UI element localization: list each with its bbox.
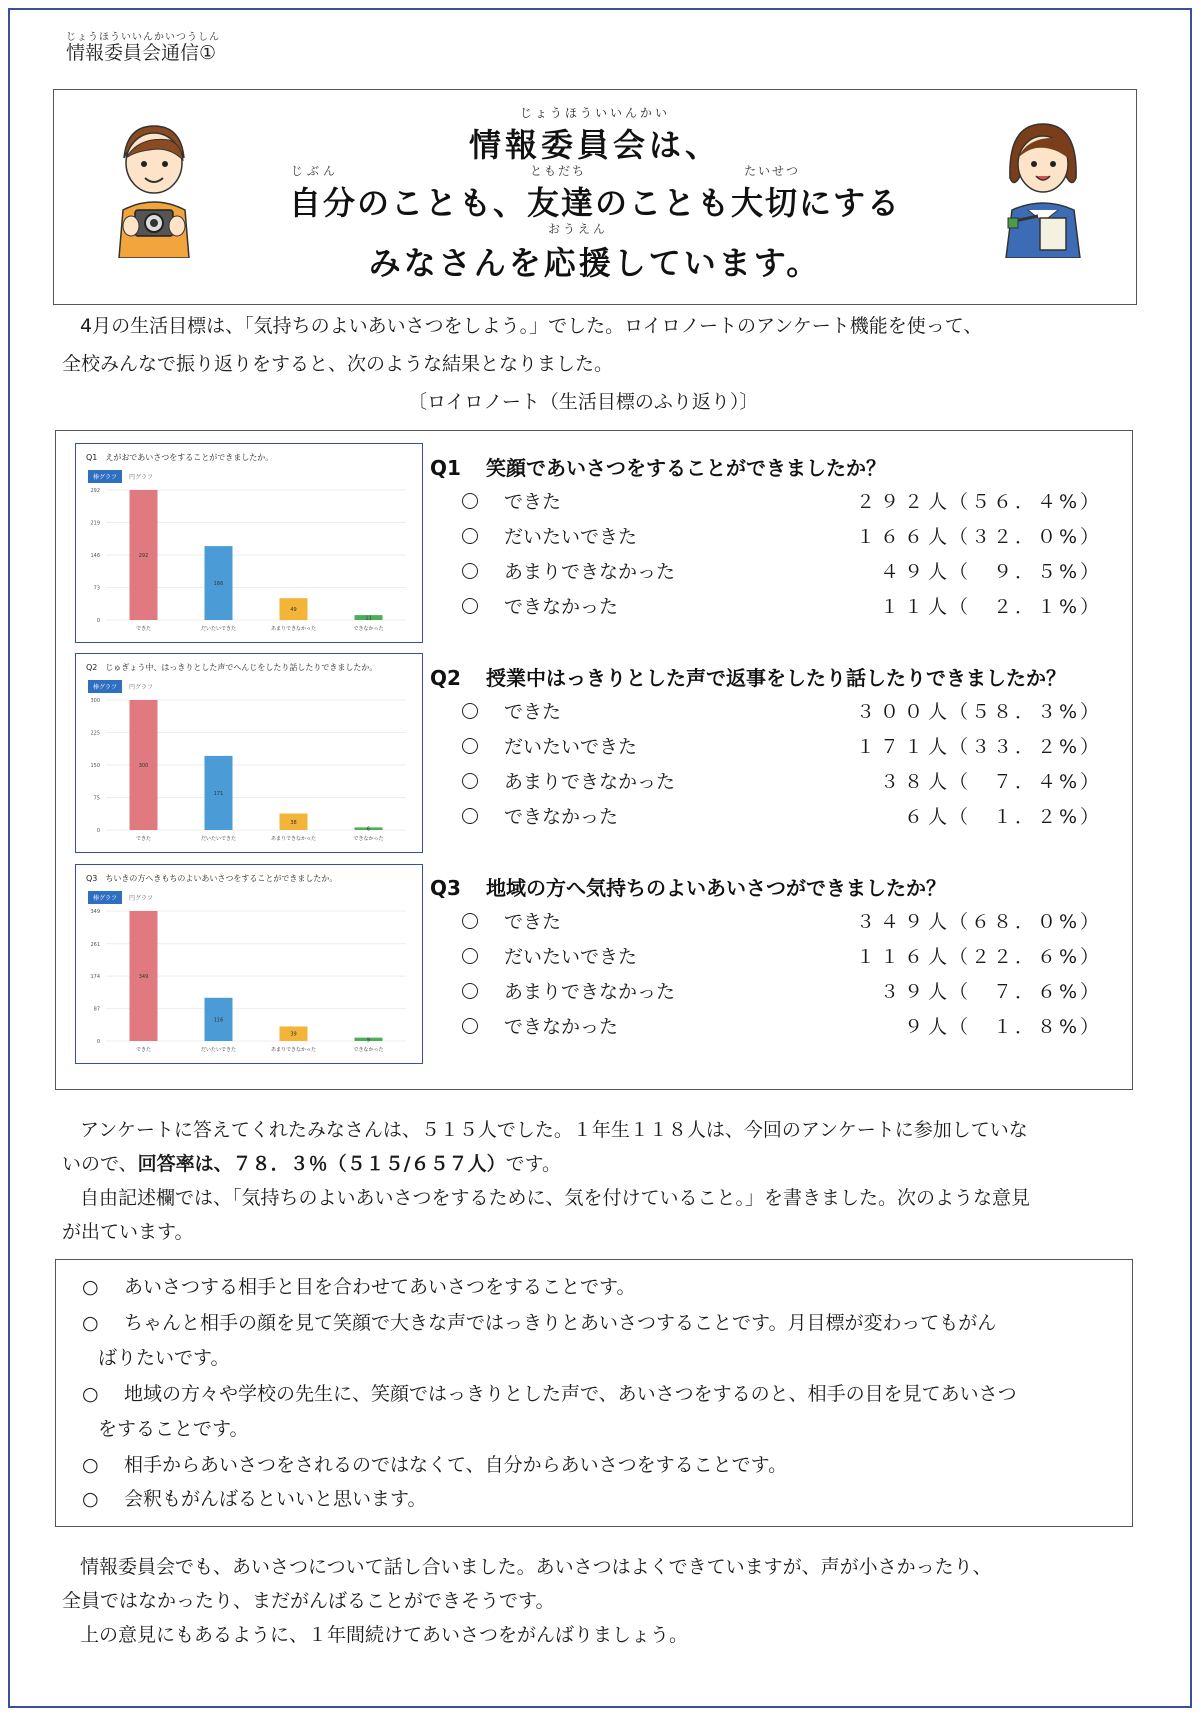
- option-percent: （５６．４%）: [948, 491, 1102, 513]
- bullet-circle: ○: [82, 1383, 99, 1405]
- category-label: あまりできなかった: [270, 626, 317, 632]
- category-label: できなかった: [353, 626, 384, 632]
- category-label: できなかった: [353, 836, 384, 842]
- q3-bar-chart: [76, 901, 422, 1063]
- option-percent: （ １．８%）: [948, 1016, 1102, 1038]
- q1-text: 笑顔であいさつをすることができましたか？: [486, 456, 886, 480]
- q2-option-row: [462, 767, 1102, 795]
- circle-icon: [462, 948, 478, 964]
- option-percent: （ １．２%）: [948, 806, 1102, 828]
- comment-text: 相手からあいさつをされるのではなくて、自分からあいさつをすることです。: [124, 1454, 788, 1476]
- y-tick-label: 225: [90, 730, 100, 737]
- comment-continuation: ばりたいです。: [98, 1347, 230, 1369]
- bar-value-label: 300: [138, 763, 149, 769]
- q3-option-row: [462, 977, 1102, 1005]
- option-count: １１人: [879, 596, 952, 618]
- bar-value-label: 11: [365, 615, 372, 622]
- banner-ruby-2b: ともだち: [530, 164, 587, 178]
- option-label: だいたいできた: [504, 526, 638, 548]
- q1-title: [430, 452, 886, 481]
- q1-bar-chart: [76, 480, 422, 642]
- comment-text: 地域の方々や学校の先生に、笑顔ではっきりとした声で、あいさつをするのと、相手の目を見てあいさつ: [124, 1383, 1017, 1405]
- circle-icon: [462, 983, 478, 999]
- y-tick-label: 0: [96, 1039, 100, 1045]
- circle-icon: [462, 1018, 478, 1034]
- y-tick-label: 349: [90, 909, 100, 915]
- bar-value-label: 38: [290, 819, 297, 826]
- circle-icon: [462, 738, 478, 754]
- q2-number: Q2: [430, 666, 461, 690]
- circle-icon: [462, 528, 478, 544]
- q2-bar-chart: [76, 690, 422, 852]
- category-label: できた: [135, 1047, 152, 1053]
- results-line-2a: いので、: [62, 1153, 138, 1175]
- banner-line-1: 情報委員会は、: [468, 126, 721, 164]
- option-count: １１６人: [855, 946, 952, 968]
- option-label: だいたいできた: [504, 946, 638, 968]
- option-label: できた: [504, 911, 562, 933]
- option-count: ４９人: [879, 561, 952, 583]
- option-count: ３９人: [879, 981, 952, 1003]
- y-tick-label: 0: [96, 828, 100, 834]
- option-label: あまりできなかった: [504, 561, 676, 583]
- option-count: ９人: [903, 1016, 952, 1038]
- option-label: できた: [504, 701, 562, 723]
- y-tick-label: 219: [90, 520, 100, 527]
- banner-ruby-1: じょうほういいんかい: [519, 106, 670, 120]
- q3-text: 地域の方へ気持ちのよいあいさつができましたか？: [486, 876, 946, 900]
- y-tick-label: 87: [93, 1006, 100, 1013]
- circle-icon: [462, 493, 478, 509]
- q1-option-row: [462, 557, 1102, 585]
- option-count: ２９２人: [855, 491, 952, 513]
- option-label: できなかった: [504, 806, 619, 828]
- issue-title: 情報委員会通信①: [66, 42, 217, 64]
- option-percent: （ ７．４%）: [948, 771, 1102, 793]
- headline-banner: [53, 89, 1137, 305]
- banner-ruby-2a: じぶん: [291, 164, 340, 178]
- q2-option-row: [462, 802, 1102, 830]
- comment-item: [82, 1379, 1017, 1406]
- q2-bar-chart-card: [75, 653, 423, 853]
- option-label: だいたいできた: [504, 736, 638, 758]
- category-label: あまりできなかった: [270, 1047, 317, 1053]
- pie-graph-tab[interactable]: 円グラフ: [129, 474, 154, 481]
- bar-value-label: 6: [366, 826, 371, 833]
- q2-option-row: [462, 697, 1102, 725]
- q1-option-row: [462, 487, 1102, 515]
- y-tick-label: 174: [90, 974, 100, 981]
- option-percent: （３３．２%）: [948, 736, 1102, 758]
- bar-graph-tab[interactable]: 棒グラフ: [88, 891, 122, 904]
- q3-option-row: [462, 942, 1102, 970]
- y-tick-label: 300: [90, 698, 100, 704]
- q2-option-row: [462, 732, 1102, 760]
- q1-option-row: [462, 522, 1102, 550]
- chart-title: Q2 じゅぎょう中、はっきりとした声でへんじをしたり話したりできましたか。: [86, 663, 378, 672]
- comment-item: [82, 1450, 787, 1477]
- bullet-circle: ○: [82, 1488, 99, 1510]
- closing-line-1: 情報委員会でも、あいさつについて話し合いました。あいさつはよくできていますが、声が小さかったり、: [80, 1556, 992, 1578]
- results-line-4: が出ています。: [62, 1221, 194, 1243]
- option-percent: （ ７．６%）: [948, 981, 1102, 1003]
- banner-ruby-3: おうえん: [548, 222, 609, 236]
- option-count: ３４９人: [855, 911, 952, 933]
- option-label: あまりできなかった: [504, 771, 676, 793]
- q1-number: Q1: [430, 456, 461, 480]
- category-label: できた: [135, 836, 152, 842]
- category-label: だいたいできた: [200, 836, 237, 842]
- option-label: できなかった: [504, 596, 619, 618]
- bar-value-label: 349: [138, 974, 149, 980]
- y-tick-label: 292: [90, 488, 100, 494]
- option-label: できなかった: [504, 1016, 619, 1038]
- option-count: ３００人: [855, 701, 952, 723]
- option-count: ３８人: [879, 771, 952, 793]
- comment-text: あいさつする相手と目を合わせてあいさつをすることです。: [124, 1276, 636, 1298]
- y-tick-label: 150: [90, 763, 100, 769]
- pie-graph-tab[interactable]: 円グラフ: [129, 684, 154, 691]
- chart-title: Q1 えがおであいさつをすることができましたか。: [86, 453, 274, 462]
- results-line-2c: です。: [505, 1153, 562, 1175]
- circle-icon: [462, 808, 478, 824]
- y-tick-label: 146: [90, 553, 100, 559]
- closing-line-2: 全員ではなかったり、まだがんばることができそうです。: [62, 1590, 555, 1612]
- bar-value-label: 116: [213, 1017, 224, 1024]
- bullet-circle: ○: [82, 1454, 99, 1476]
- chart-title: Q3 ちいきの方へきもちのよいあいさつをすることができましたか。: [86, 874, 338, 883]
- bullet-circle: ○: [82, 1312, 99, 1334]
- y-tick-label: 0: [96, 618, 100, 624]
- option-percent: （２２．６%）: [948, 946, 1102, 968]
- boy-with-camera-illustration: [109, 118, 199, 258]
- bar-graph-tab[interactable]: 棒グラフ: [88, 470, 122, 483]
- option-label: できた: [504, 491, 562, 513]
- category-label: できた: [135, 626, 152, 632]
- banner-line-2: 自分のことも、友達のことも大切にする: [288, 184, 901, 222]
- circle-icon: [462, 703, 478, 719]
- banner-line-3: みなさんを応援しています。: [368, 244, 822, 282]
- closing-line-3: 上の意見にもあるように、１年間続けてあいさつをがんばりましょう。: [80, 1624, 689, 1646]
- option-percent: （ ９．５%）: [948, 561, 1102, 583]
- y-tick-label: 73: [93, 585, 100, 592]
- comment-text: 会釈もがんばるといいと思います。: [124, 1488, 427, 1510]
- circle-icon: [462, 913, 478, 929]
- option-count: １７１人: [855, 736, 952, 758]
- bar-value-label: 9: [366, 1037, 371, 1044]
- intro-line-2: 全校みんなで振り返りをすると、次のような結果となりました。: [62, 353, 614, 375]
- q3-title: [430, 872, 946, 901]
- comment-item: [82, 1272, 635, 1299]
- circle-icon: [462, 773, 478, 789]
- survey-caption: 〔ロイロノート（生活目標のふり返り）〕: [408, 391, 759, 413]
- bar-value-label: 39: [290, 1031, 297, 1038]
- option-percent: （３２．０%）: [948, 526, 1102, 548]
- y-tick-label: 75: [93, 795, 100, 802]
- q3-bar-chart-card: [75, 864, 423, 1064]
- comment-continuation: をすることです。: [98, 1418, 249, 1440]
- q3-option-row: [462, 1012, 1102, 1040]
- comment-item: [82, 1484, 426, 1511]
- bar-value-label: 49: [290, 607, 297, 614]
- option-percent: （６８．０%）: [948, 911, 1102, 933]
- bar-value-label: 166: [213, 581, 224, 588]
- comment-text: ちゃんと相手の顔を見て笑顔で大きな声ではっきりとあいさつすることです。月目標が変わってもがん: [124, 1312, 997, 1334]
- category-label: だいたいできた: [200, 1047, 237, 1053]
- response-rate: 回答率は、７８．３％（５１５/６５７人）: [137, 1153, 506, 1175]
- category-label: あまりできなかった: [270, 836, 317, 842]
- option-count: １６６人: [855, 526, 952, 548]
- option-percent: （ ２．１%）: [948, 596, 1102, 618]
- pie-graph-tab[interactable]: 円グラフ: [129, 895, 154, 902]
- bar-graph-tab[interactable]: 棒グラフ: [88, 680, 122, 693]
- category-label: だいたいできた: [200, 626, 237, 632]
- circle-icon: [462, 563, 478, 579]
- circle-icon: [462, 598, 478, 614]
- banner-ruby-2c: たいせつ: [744, 164, 801, 178]
- q3-option-row: [462, 907, 1102, 935]
- q1-option-row: [462, 592, 1102, 620]
- option-label: あまりできなかった: [504, 981, 676, 1003]
- q2-title: [430, 662, 1066, 691]
- option-percent: （５８．３%）: [948, 701, 1102, 723]
- intro-line-1: 4月の生活目標は、「気持ちのよいあいさつをしよう。」でした。ロイロノートのアンケート機能を使って、: [80, 315, 983, 337]
- comment-item: [82, 1308, 996, 1335]
- girl-with-notebook-illustration: [998, 118, 1088, 258]
- results-line-1: アンケートに答えてくれたみなさんは、５１５人でした。１年生１１８人は、今回のアンケートに参加していな: [80, 1119, 1028, 1141]
- bullet-circle: ○: [82, 1276, 99, 1298]
- q3-number: Q3: [430, 876, 461, 900]
- option-count: ６人: [903, 806, 952, 828]
- y-tick-label: 261: [90, 941, 100, 948]
- bar-value-label: 292: [138, 553, 149, 559]
- q1-bar-chart-card: [75, 443, 423, 643]
- issue-title-ruby: じょうほういいんかいつうしん: [66, 32, 220, 43]
- bar-value-label: 171: [213, 790, 224, 797]
- q2-text: 授業中はっきりとした声で返事をしたり話したりできましたか？: [486, 666, 1066, 690]
- category-label: できなかった: [353, 1047, 384, 1053]
- results-line-3: 自由記述欄では、「気持ちのよいあいさつをするために、気を付けていること。」を書きました。次のような意見: [80, 1187, 1031, 1209]
- results-line-2: [62, 1152, 561, 1177]
